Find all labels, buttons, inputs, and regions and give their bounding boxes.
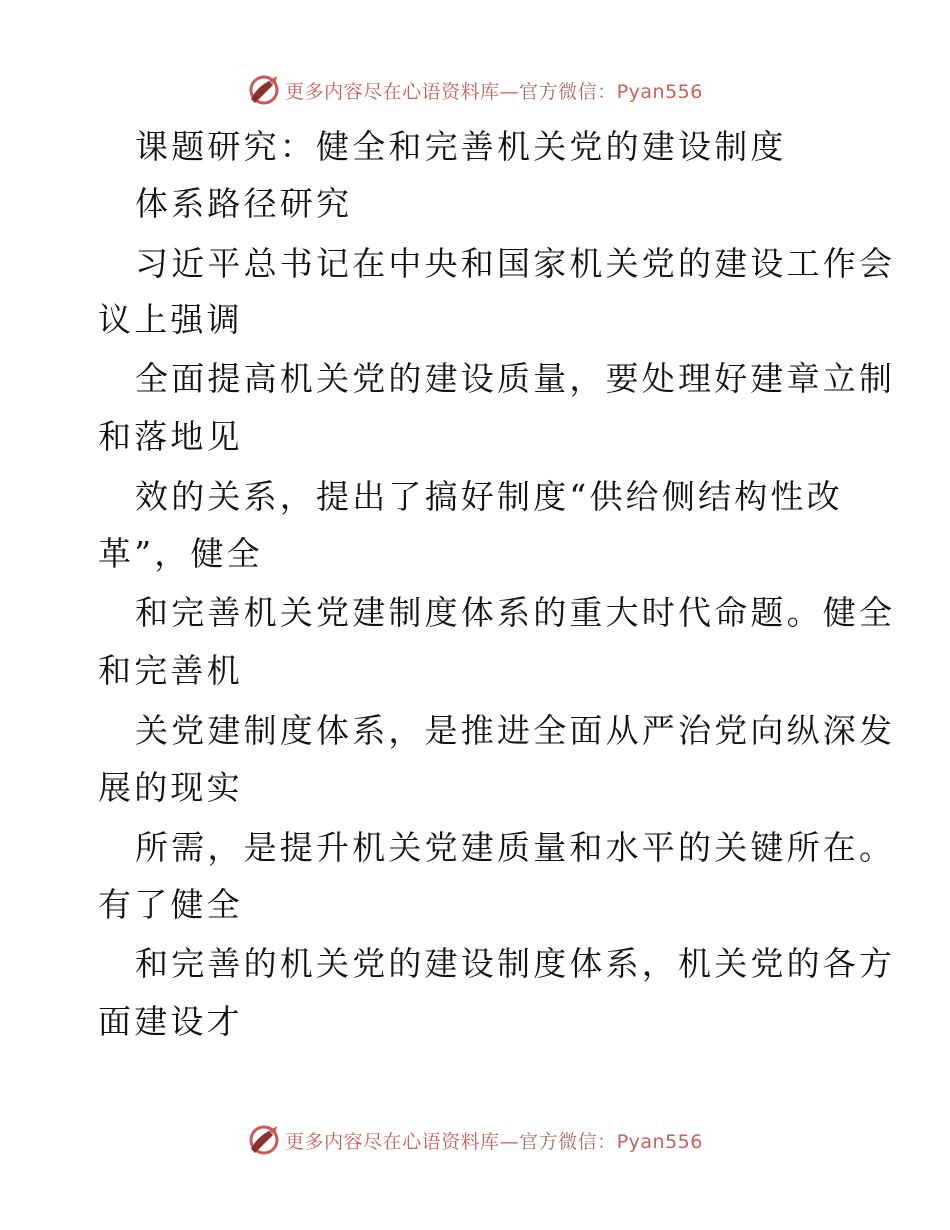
header-watermark [0, 72, 950, 108]
paragraph-line: 和完善的机关党的建设制度体系，机关党的各方 [135, 944, 896, 983]
paragraph-line: 所需，是提升机关党建质量和水平的关键所在。 [135, 828, 896, 867]
paragraph-line: 面建设才 [98, 1002, 243, 1041]
document-title-line-2: 体系路径研究 [135, 184, 353, 223]
pen-logo-icon [247, 73, 281, 107]
watermark-dash: — [499, 1130, 520, 1153]
paragraph-line: 关党建制度体系，是推进全面从严治党向纵深发 [135, 711, 896, 750]
watermark-main-text: 更多内容尽在心语资料库 [285, 1130, 500, 1153]
watermark-wechat-id: Pyan556 [616, 80, 703, 103]
footer-watermark [0, 1122, 950, 1158]
paragraph-line: 和落地见 [98, 417, 243, 456]
paragraph-line: 议上强调 [98, 300, 243, 339]
watermark-wechat-label: 官方微信： [519, 80, 617, 103]
pen-logo-icon [247, 1123, 281, 1157]
paragraph-line: 全面提高机关党的建设质量，要处理好建章立制 [135, 359, 896, 398]
document-title-line-1: 课题研究：健全和完善机关党的建设制度 [135, 127, 787, 166]
paragraph-line: 革”，健全 [98, 534, 263, 573]
watermark-dash: — [499, 80, 520, 103]
watermark-wechat-label: 官方微信： [519, 1130, 617, 1153]
paragraph-line: 有了健全 [98, 885, 243, 924]
watermark-wechat-id: Pyan556 [616, 1130, 703, 1153]
paragraph-line: 效的关系，提出了搞好制度“供给侧结构性改 [135, 477, 843, 516]
watermark-main-text: 更多内容尽在心语资料库 [285, 80, 500, 103]
paragraph-line: 习近平总书记在中央和国家机关党的建设工作会 [135, 244, 896, 283]
paragraph-line: 和完善机关党建制度体系的重大时代命题。健全 [135, 593, 896, 632]
paragraph-line: 和完善机 [98, 651, 243, 690]
paragraph-line: 展的现实 [98, 768, 243, 807]
